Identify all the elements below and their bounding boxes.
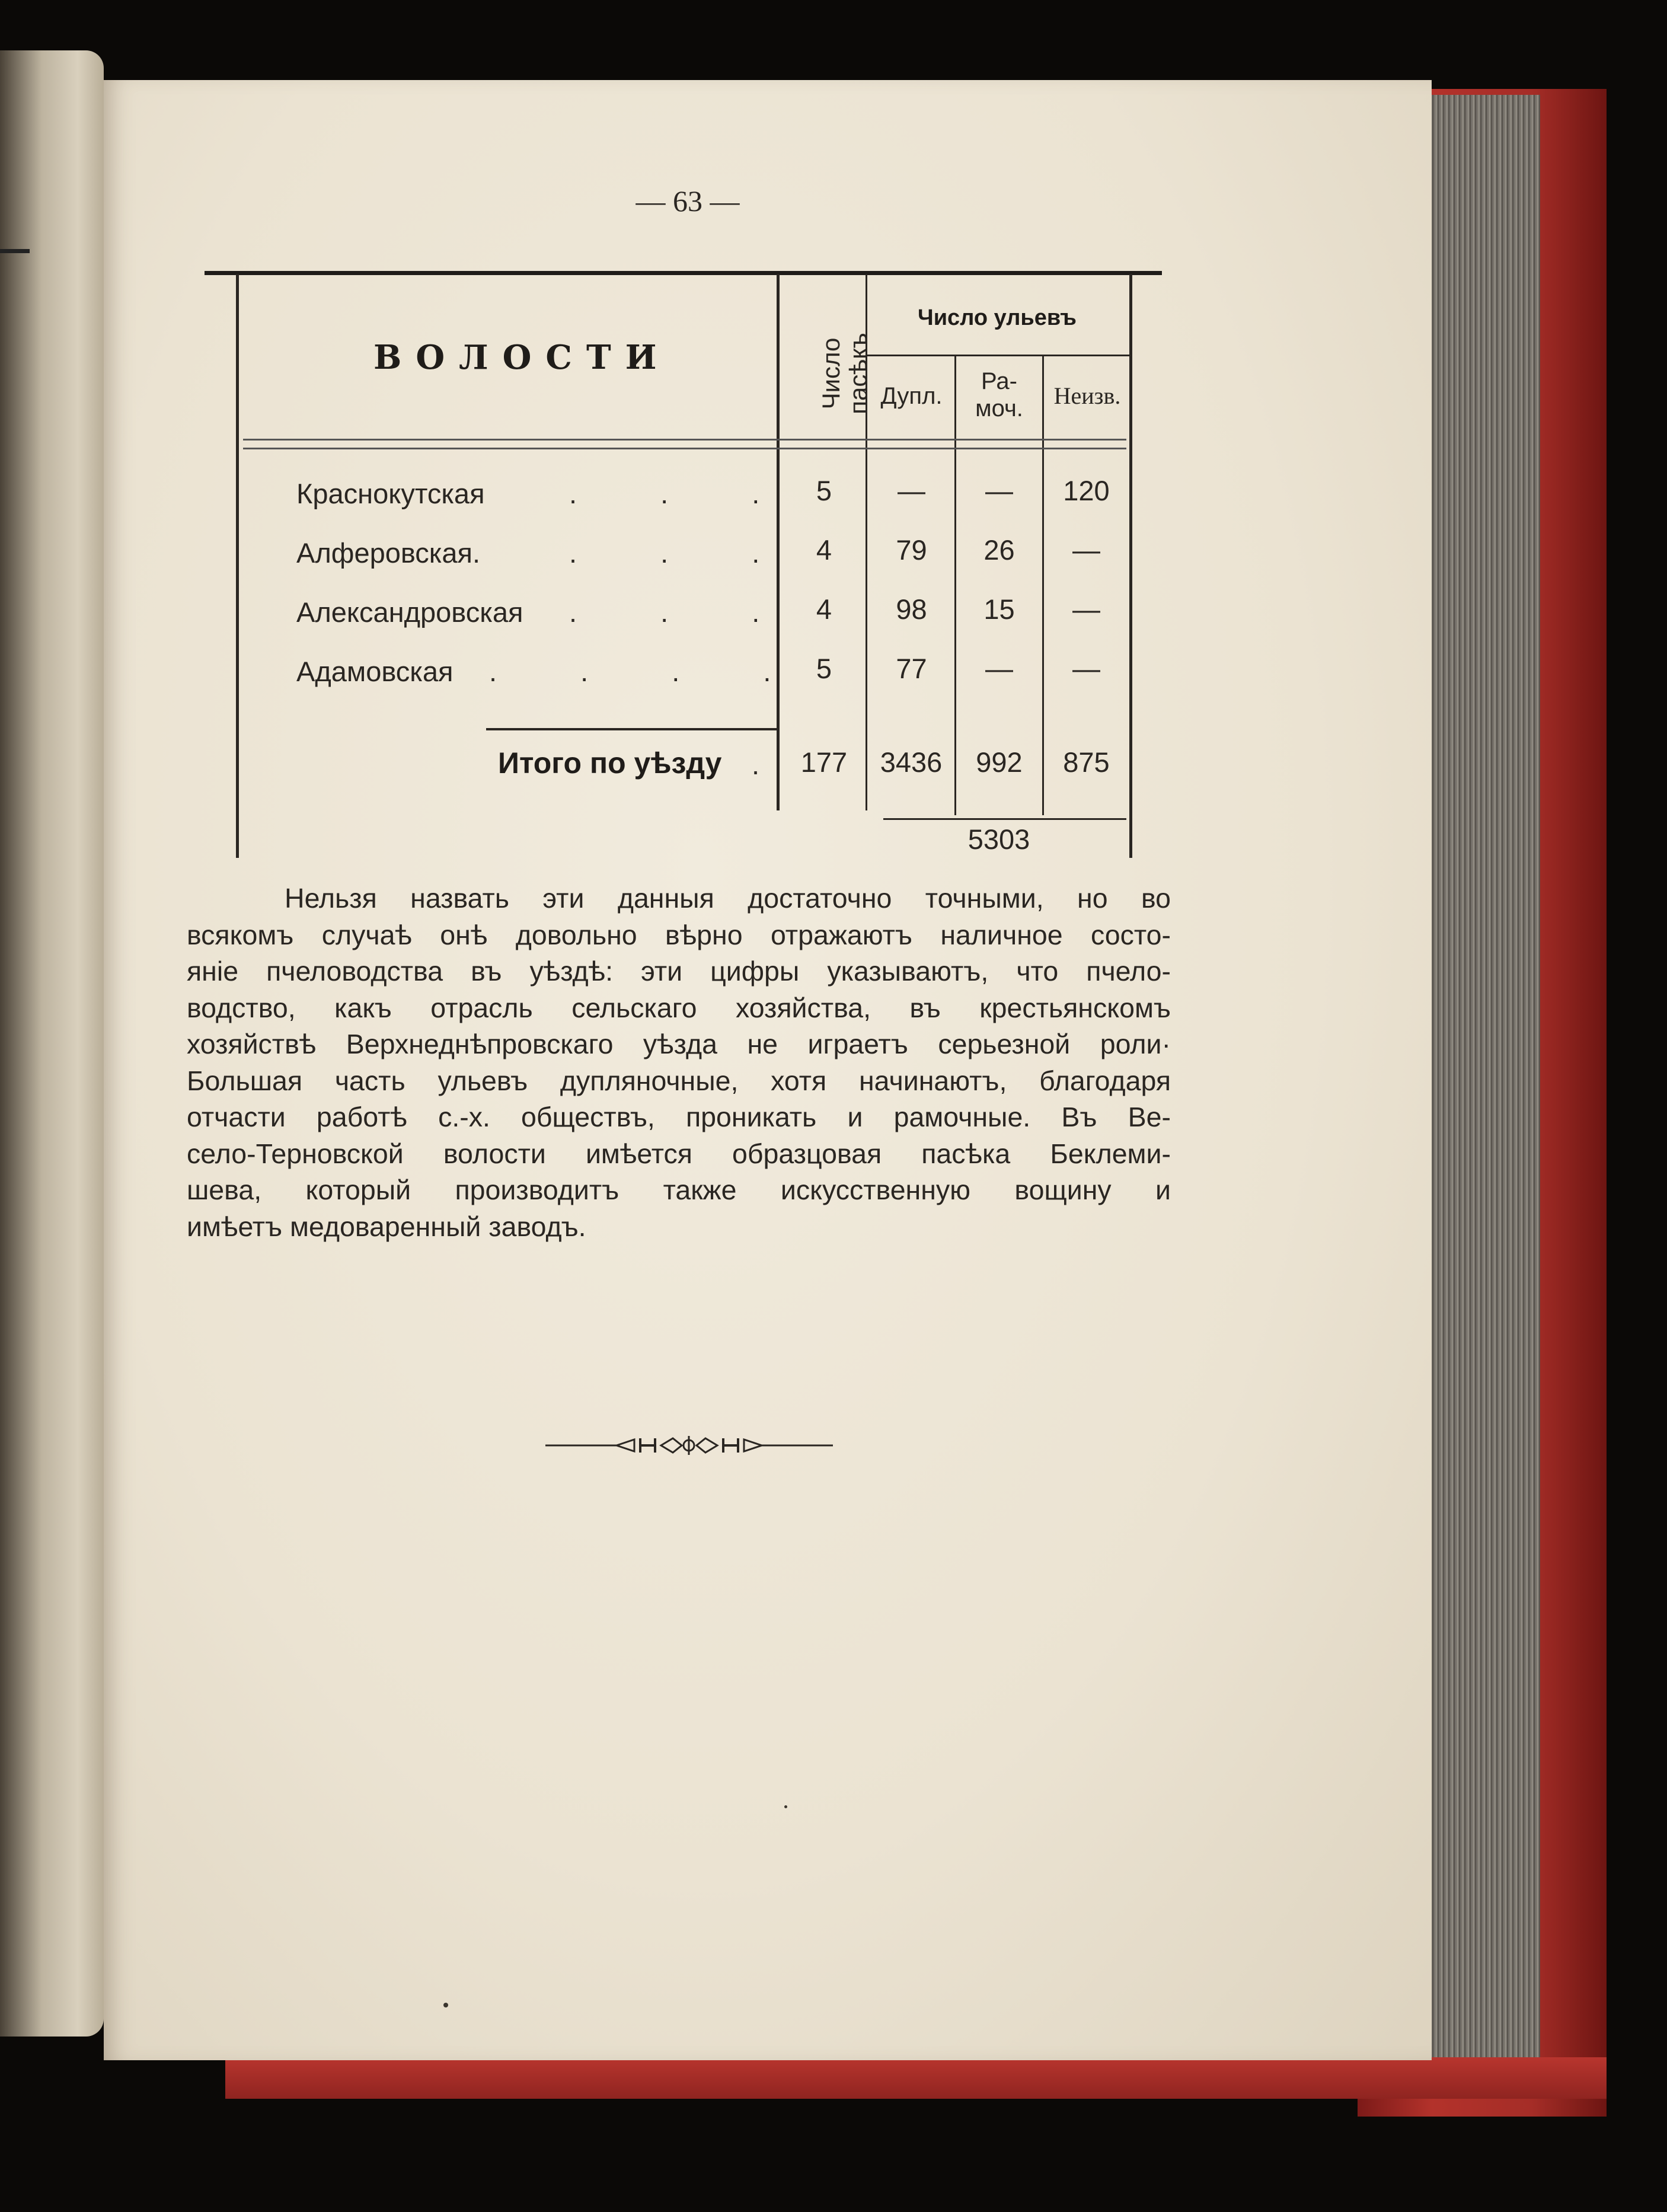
row-apiaries: 5 [816, 475, 832, 506]
paragraph-line: водство, какъ отрасль сельскаго хозяйства, въ крестьянскомъ [187, 992, 1171, 1023]
row-neizv: 120 [1063, 475, 1110, 506]
row-ramoch: 26 [983, 534, 1015, 566]
header-num-apiaries [794, 320, 895, 427]
book-cover-bottom [225, 2057, 1607, 2099]
row-leader-dots: . . . [569, 478, 760, 509]
row-dupl: 98 [896, 593, 927, 625]
left-page-edge [0, 50, 104, 2037]
row-name: Алферовская. [296, 537, 481, 569]
row-apiaries: 4 [816, 593, 832, 625]
row-name: Адамовская [296, 656, 454, 687]
grand-total-rule [883, 818, 1126, 820]
row-dupl: 79 [896, 534, 927, 566]
header-col-ramoch [956, 368, 1042, 422]
paper-speck [784, 1805, 787, 1808]
header-double-rule [243, 439, 1126, 449]
paragraph-line: село-Терновской волости имѣется образцовая пасѣка Беклеми- [187, 1138, 1171, 1169]
row-dupl: — [898, 475, 925, 506]
paragraph-line: отчасти работѣ с.-х. обществъ, проникать и рамочные. Въ Ве- [187, 1102, 1171, 1132]
total-ramoch: 992 [976, 746, 1023, 778]
row-dupl: 77 [896, 653, 927, 684]
total-label: Итого по уѣзду [498, 746, 722, 780]
header-num-apiaries-line2: пасѣкъ [844, 333, 872, 414]
total-dupl: 3436 [880, 746, 943, 778]
paragraph-line: всякомъ случаѣ онѣ довольно вѣрно отражаютъ наличное состо- [187, 919, 1171, 950]
table-divider-name [777, 274, 780, 810]
header-col-ramoch-line2: моч. [975, 395, 1023, 422]
row-leader-dots: . . . [569, 596, 760, 628]
total-leader-dot: . [752, 749, 760, 780]
total-rule [486, 728, 777, 730]
table-left-border [236, 274, 239, 858]
header-num-apiaries-line1: Число [817, 337, 845, 410]
row-leader-dots: . . . [569, 537, 760, 569]
paragraph-line: яніе пчеловодства въ уѣздѣ: эти цифры указываютъ, что пчело- [187, 956, 1171, 987]
paper-speck [443, 2003, 448, 2007]
header-col-dupl: Дупл. [880, 383, 943, 409]
total-apiaries: 177 [800, 746, 848, 778]
row-neizv: — [1072, 534, 1100, 566]
row-name: Александровская [296, 596, 523, 628]
decorative-divider-icon [545, 1434, 833, 1457]
grand-total: 5303 [967, 823, 1030, 855]
page-number: — 63 — [635, 184, 740, 218]
header-col-neizv: Неизв. [1053, 382, 1121, 409]
paragraph-line: Большая часть ульевъ дупляночные, хотя начинаютъ, благодаря [187, 1065, 1171, 1096]
row-leader-dots: . . . . [489, 656, 771, 687]
row-neizv: — [1072, 653, 1100, 684]
left-page-mark [0, 249, 30, 253]
header-num-hives: Число ульевъ [918, 305, 1077, 330]
paragraph-line: имѣетъ медоваренный заводъ. [187, 1211, 586, 1242]
row-ramoch: — [985, 475, 1013, 506]
header-volosti: ВОЛОСТИ [373, 338, 671, 377]
paragraph-line: шева, который производитъ также искусственную вощину и [187, 1174, 1171, 1205]
row-ramoch: 15 [983, 593, 1015, 625]
row-apiaries: 4 [816, 534, 832, 566]
row-name: Краснокутская [296, 478, 485, 509]
table-right-border [1129, 274, 1132, 858]
row-ramoch: — [985, 653, 1013, 684]
row-neizv: — [1072, 593, 1100, 625]
body-paragraph [187, 880, 1171, 1245]
paragraph-line: Нельзя назвать эти данныя достаточно точными, но во [285, 883, 1171, 914]
table-top-rule [205, 271, 1162, 275]
header-subdivider [866, 355, 1131, 356]
paragraph-line: хозяйствѣ Верхнеднѣпровскаго уѣзда не играетъ серьезной роли· [187, 1029, 1171, 1059]
row-apiaries: 5 [816, 653, 832, 684]
total-neizv: 875 [1063, 746, 1110, 778]
header-col-ramoch-line1: Ра- [981, 368, 1017, 394]
